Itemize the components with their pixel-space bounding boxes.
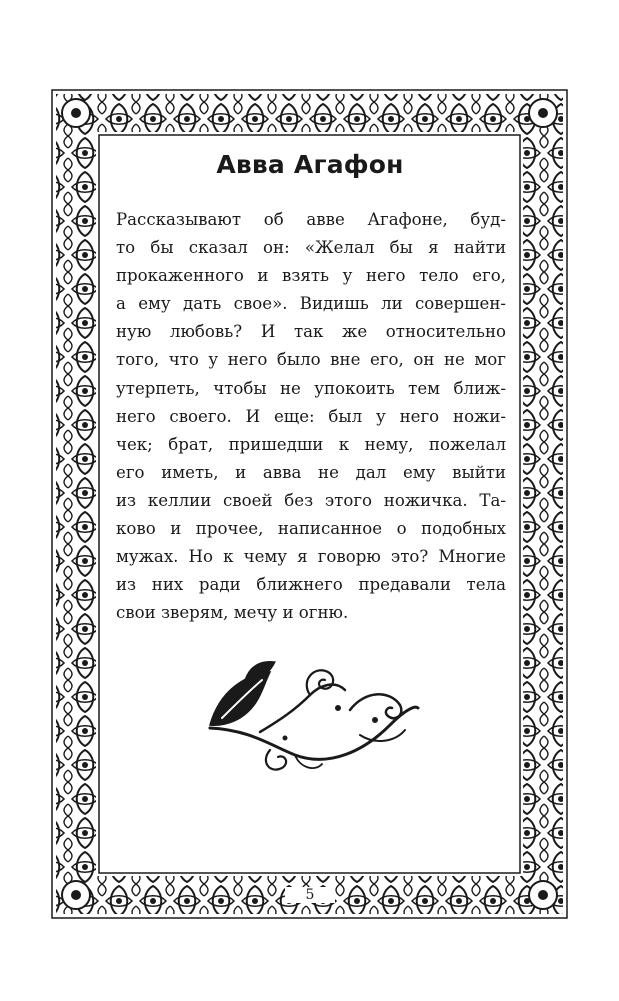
text-line: ково и прочее, написанное о подобных	[116, 519, 506, 539]
body-text	[116, 206, 506, 627]
page-title: Авва Агафон	[216, 150, 404, 179]
text-line: Рассказывают об авве Агафоне, буд-	[116, 210, 506, 229]
text-line: утерпеть, чтобы не упокоить тем ближ-	[116, 378, 506, 398]
page-number: 5	[285, 887, 335, 903]
text-line: чек; брат, пришедши к нему, пожелал	[116, 434, 506, 454]
text-line: мужах. Но к чему я говорю это? Многие	[116, 547, 506, 567]
text-line: из них ради ближнего предавали тела	[116, 575, 506, 595]
text-line: него своего. И еще: был у него ножи-	[116, 406, 506, 426]
text-line: из келлии своей без этого ножичка. Та-	[116, 490, 506, 510]
text-line: то бы сказал он: «Желал бы я найти	[116, 238, 506, 258]
text-line: прокаженного и взять у него тело его,	[116, 266, 506, 286]
text-line: а ему дать свое». Видишь ли совершен-	[116, 294, 506, 314]
text-line: его иметь, и авва не дал ему выйти	[116, 462, 506, 482]
text-line: свои зверям, мечу и огню.	[116, 603, 349, 623]
flourish-ornament	[200, 650, 420, 775]
text-line: того, что у него было вне его, он не мог	[116, 350, 506, 370]
text-line: ную любовь? И так же относительно	[116, 322, 506, 342]
